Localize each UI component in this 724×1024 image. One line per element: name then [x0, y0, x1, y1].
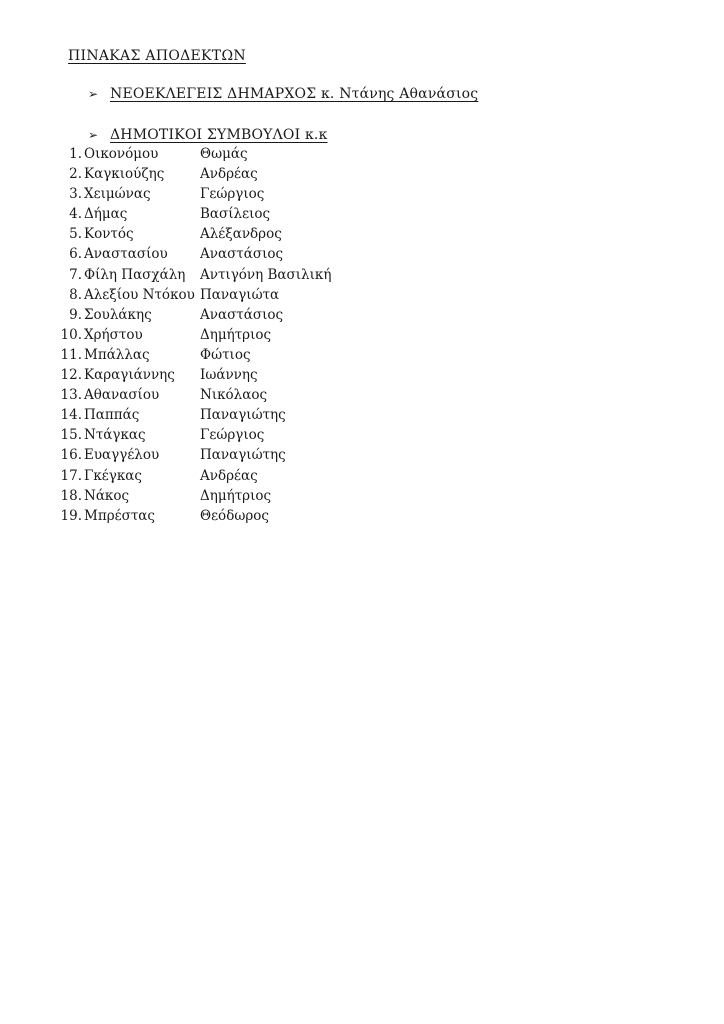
item-number: 9. — [69, 306, 82, 323]
item-surname: Νάκος — [84, 487, 130, 504]
list-item — [58, 427, 388, 447]
list-item — [58, 367, 388, 387]
list-item — [58, 447, 388, 467]
item-surname: Χρήστου — [84, 326, 143, 343]
arrow-bullet-icon: ➢ — [88, 87, 99, 101]
item-number: 5. — [69, 226, 82, 243]
item-firstname: Βασίλειος — [200, 206, 271, 223]
item-number: 18. — [60, 487, 82, 504]
list-item — [58, 287, 388, 307]
item-firstname: Αλέξανδρος — [200, 226, 282, 243]
item-firstname: Αναστάσιος — [200, 246, 284, 263]
item-number: 16. — [60, 447, 82, 464]
item-surname: Δήμας — [84, 206, 128, 223]
item-surname: Οικονόμου — [84, 146, 159, 162]
list-item — [58, 488, 388, 508]
item-firstname: Γεώργιος — [200, 186, 265, 203]
item-firstname: Παναγιώτης — [200, 407, 286, 424]
list-item — [58, 508, 388, 528]
list-item — [58, 226, 388, 246]
item-firstname: Θεόδωρος — [200, 507, 269, 524]
item-number: 7. — [69, 266, 82, 283]
councillors-title: ΔΗΜΟΤΙΚΟΙ ΣΥΜΒΟΥΛΟΙ κ.κ — [110, 127, 328, 143]
item-number: 6. — [69, 246, 82, 263]
item-firstname: Ανδρέας — [200, 166, 258, 183]
item-number: 10. — [60, 326, 82, 343]
list-item — [58, 468, 388, 488]
item-firstname: Ιωάννης — [200, 367, 258, 384]
item-surname: Αναστασίου — [84, 246, 168, 263]
item-surname: Αθανασίου — [84, 387, 160, 404]
item-surname: Παππάς — [84, 407, 140, 424]
item-surname: Κοντός — [84, 226, 134, 243]
mayor-text: ΝΕΟΕΚΛΕΓΕΙΣ ΔΗΜΑΡΧΟΣ κ. Ντάνης Αθανάσιος — [110, 86, 479, 102]
item-firstname: Γεώργιος — [200, 427, 265, 444]
list-item — [58, 246, 388, 266]
item-firstname: Αναστάσιος — [200, 306, 284, 323]
item-number: 13. — [60, 387, 82, 404]
item-surname: Μπάλλας — [84, 346, 150, 363]
item-firstname: Νικόλαος — [200, 387, 268, 404]
arrow-bullet-icon: ➢ — [88, 128, 99, 142]
document-title: ΠΙΝΑΚΑΣ ΑΠΟΔΕΚΤΩΝ — [68, 48, 246, 64]
councillors-heading — [88, 127, 328, 143]
item-number: 12. — [60, 367, 82, 384]
councillors-list — [58, 146, 388, 528]
item-firstname: Δημήτριος — [200, 326, 272, 343]
item-firstname: Δημήτριος — [200, 487, 272, 504]
item-surname: Φίλη Πασχάλη — [84, 266, 186, 283]
item-surname: Καραγιάννης — [84, 367, 175, 384]
list-item — [58, 407, 388, 427]
item-surname: Καγκιούζης — [84, 166, 165, 183]
list-item — [58, 166, 388, 186]
item-surname: Γκέγκας — [84, 467, 142, 484]
item-firstname: Παναγιώτα — [200, 286, 280, 303]
item-number: 4. — [69, 206, 82, 223]
item-firstname: Αντιγόνη Βασιλική — [200, 266, 332, 283]
list-item — [58, 267, 388, 287]
item-firstname: Ανδρέας — [200, 467, 258, 484]
item-surname: Ντάγκας — [84, 427, 146, 444]
item-number: 8. — [69, 286, 82, 303]
list-item — [58, 347, 388, 367]
item-firstname: Φώτιος — [200, 346, 251, 363]
list-item — [58, 146, 388, 166]
item-surname: Σουλάκης — [84, 306, 152, 323]
item-number: 3. — [69, 186, 82, 203]
item-surname: Χειμώνας — [84, 186, 151, 203]
list-item — [58, 186, 388, 206]
item-surname: Αλεξίου Ντόκου — [84, 286, 195, 303]
item-number: 14. — [60, 407, 82, 424]
list-item — [58, 387, 388, 407]
mayor-line — [88, 86, 478, 102]
list-item — [58, 307, 388, 327]
item-firstname: Παναγιώτης — [200, 447, 286, 464]
item-surname: Ευαγγέλου — [84, 447, 160, 464]
item-number: 19. — [60, 507, 82, 524]
item-number: 1. — [69, 146, 82, 162]
item-number: 15. — [60, 427, 82, 444]
list-item — [58, 327, 388, 347]
list-item — [58, 206, 388, 226]
item-number: 17. — [60, 467, 82, 484]
item-surname: Μπρέστας — [84, 507, 155, 524]
item-firstname: Θωμάς — [200, 146, 248, 162]
item-number: 11. — [60, 346, 82, 363]
item-number: 2. — [69, 166, 82, 183]
